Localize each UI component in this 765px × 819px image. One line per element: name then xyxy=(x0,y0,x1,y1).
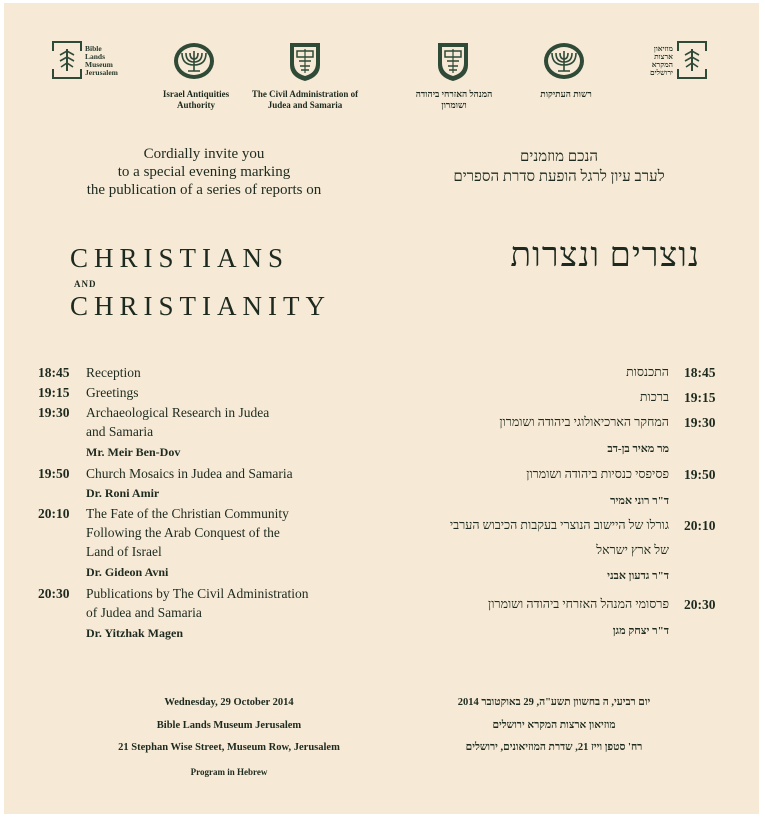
bible-lands-logo-text-he: מוזיאון ארצות המקרא ירושלים xyxy=(649,44,673,77)
he-speaker-magen: ד"ר יצחק מגן xyxy=(612,625,669,637)
event-date-en: Wednesday, 29 October 2014 xyxy=(164,697,294,708)
he-item-reception: התכנסות xyxy=(626,365,669,379)
en-speaker-ben-dov: Mr. Meir Ben-Dov xyxy=(86,445,181,459)
he-item-greetings: ברכות xyxy=(639,390,669,404)
iaa-menorah-logo-he xyxy=(542,41,586,81)
en-item-mosaics: Church Mosaics in Judea and Samaria xyxy=(86,466,293,481)
invitation-text-he: הנכם מוזמנים לערב עיון לרגל הופעת סדרת הספרים xyxy=(453,149,665,185)
he-speaker-amir: ד"ר רוני אמיר xyxy=(610,495,669,507)
iaa-menorah-logo xyxy=(172,41,216,81)
he-time-4: 19:50 xyxy=(684,467,716,482)
invitation-text-en: Cordially invite you to a special evening marking the publication of a series of reports on xyxy=(86,146,322,198)
bible-lands-logo-text: Bible Lands Museum Jerusalem xyxy=(85,44,118,77)
civil-admin-name: The Civil Administration of Judea and Samaria xyxy=(251,89,359,110)
event-address-en: 21 Stephan Wise Street, Museum Row, Jerusalem xyxy=(118,742,340,753)
event-address-he: רח' סטפן וייז 21, שדרת המוזיאונים, ירושלים xyxy=(465,742,643,753)
en-speaker-magen: Dr. Yitzhak Magen xyxy=(86,626,183,640)
en-speaker-amir: Dr. Roni Amir xyxy=(86,486,160,500)
en-time-4: 19:50 xyxy=(38,466,70,481)
en-item-publications: Publications by The Civil Administration of Judea and Samaria xyxy=(86,586,309,620)
he-item-publications: פרסומי המנהל האזרחי ביהודה ושומרון xyxy=(488,597,669,611)
title-hebrew: נוצרים ונצרות xyxy=(510,237,700,274)
title-and: AND xyxy=(74,279,97,289)
he-time-2: 19:15 xyxy=(684,390,716,405)
he-item-mosaics: פסיפסי כנסיות ביהודה ושומרון xyxy=(526,467,669,481)
invitation-card xyxy=(4,3,759,814)
title-christianity: CHRISTIANITY xyxy=(70,291,331,321)
en-time-6: 20:30 xyxy=(38,586,70,601)
he-item-fate-cont: של ארץ ישראל xyxy=(596,543,669,557)
event-venue-he: מוזיאון ארצות המקרא ירושלים xyxy=(492,720,616,731)
he-time-6: 20:30 xyxy=(684,597,716,612)
bible-lands-museum-logo xyxy=(52,41,82,79)
en-item-archaeology: Archaeological Research in Judea and Samaria xyxy=(86,405,270,439)
bible-lands-museum-logo-he xyxy=(677,41,707,79)
he-item-fate: גורלו של היישוב הנוצרי בעקבות הכיבוש הערבי xyxy=(449,518,669,532)
program-language-note: Program in Hebrew xyxy=(190,767,268,777)
en-time-3: 19:30 xyxy=(38,405,70,420)
civil-admin-shield-logo xyxy=(288,41,322,83)
en-time-2: 19:15 xyxy=(38,385,70,400)
iaa-name: Israel Antiquities Authority xyxy=(162,89,230,110)
he-time-1: 18:45 xyxy=(684,365,716,380)
civil-admin-name-he: המנהל האזרחי ביהודה ושומרון xyxy=(415,89,493,110)
event-date-he: יום רביעי, ה בחשוון תשע"ה, 29 באוקטובר 2014 xyxy=(457,697,651,708)
en-item-reception: Reception xyxy=(86,365,141,380)
he-speaker-ben-dov: מר מאיר בן-דב xyxy=(607,443,669,455)
en-speaker-avni: Dr. Gideon Avni xyxy=(86,565,169,579)
civil-admin-shield-logo-he xyxy=(436,41,470,83)
title-christians: CHRISTIANS xyxy=(70,243,290,273)
en-time-5: 20:10 xyxy=(38,506,70,521)
he-item-archaeology: המחקר הארכיאולוגי ביהודה ושומרון xyxy=(499,415,669,429)
iaa-name-he: רשות העתיקות xyxy=(540,89,592,99)
en-item-greetings: Greetings xyxy=(86,385,139,400)
he-time-5: 20:10 xyxy=(684,518,716,533)
he-time-3: 19:30 xyxy=(684,415,716,430)
event-venue-en: Bible Lands Museum Jerusalem xyxy=(156,720,302,731)
he-speaker-avni: ד"ר גדעון אבני xyxy=(607,570,669,582)
en-time-1: 18:45 xyxy=(38,365,70,380)
en-item-fate: The Fate of the Christian Community Following the Arab Conquest of the Land of Israel xyxy=(86,506,289,559)
